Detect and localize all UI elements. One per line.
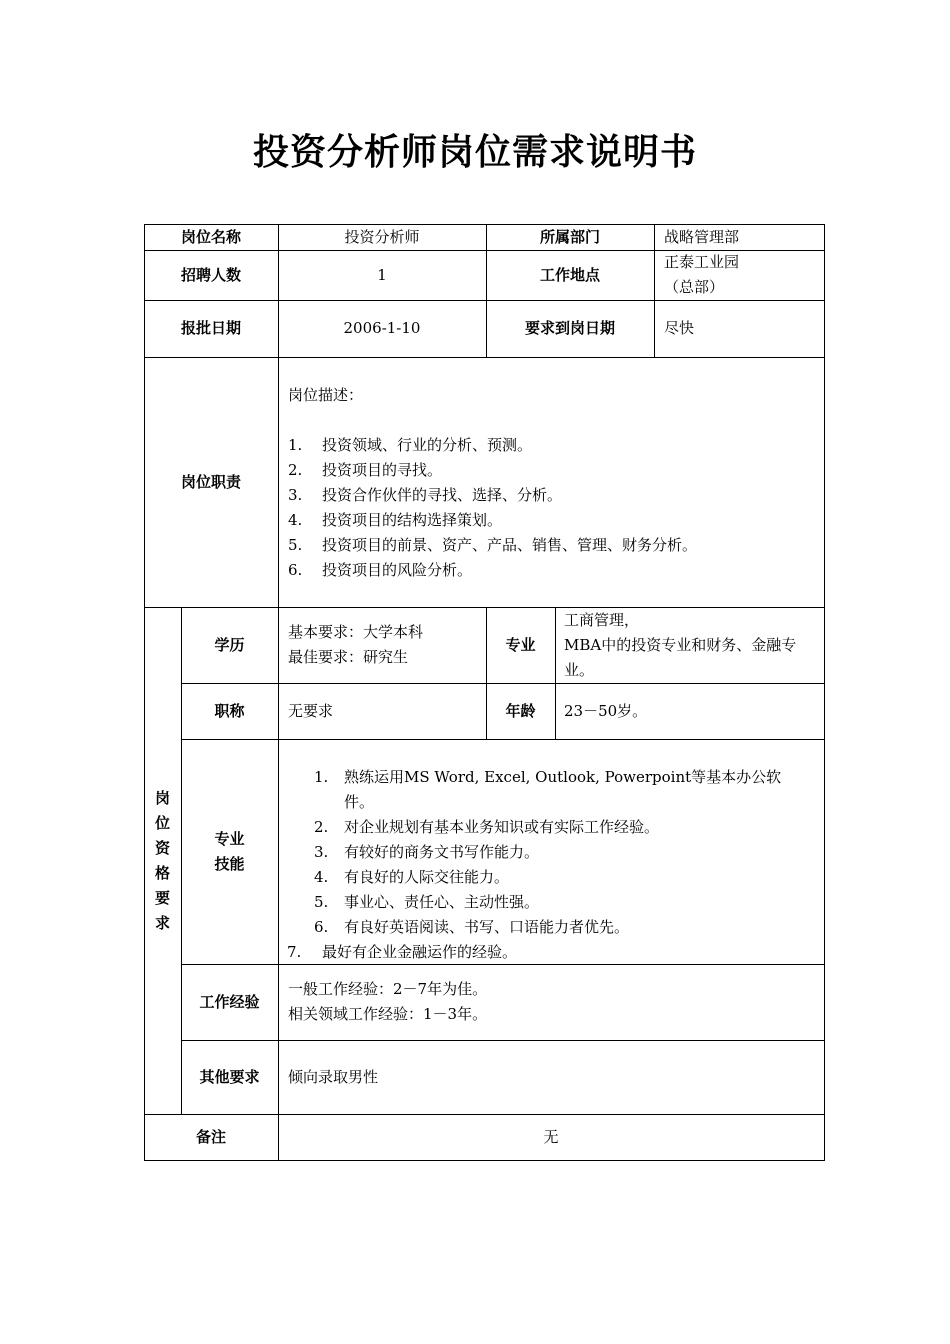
duties-content	[278, 357, 824, 607]
list-item	[278, 890, 824, 915]
education-line: 基本要求：大学本科	[288, 623, 424, 641]
list-number: 7.	[287, 943, 302, 961]
department-value: 战略管理部	[664, 227, 740, 246]
list-text: 投资项目的前景、资产、产品、销售、管理、财务分析。	[322, 536, 698, 554]
list-number: 3.	[288, 486, 303, 504]
list-text: 有较好的商务文书写作能力。	[344, 843, 540, 861]
work-location-label: 工作地点	[539, 265, 600, 284]
list-number: 2.	[314, 818, 329, 836]
qualifications-label	[144, 607, 181, 1114]
education-label: 学历	[214, 635, 245, 654]
education-value	[278, 607, 486, 683]
work-location-line: 正泰工业园	[664, 253, 740, 271]
major-line: MBA中的投资专业和财务、金融专	[564, 635, 797, 654]
list-item	[278, 840, 824, 865]
list-number: 5.	[288, 536, 303, 554]
position-name-value: 投资分析师	[344, 227, 420, 246]
other-requirements-label: 其他要求	[199, 1067, 260, 1086]
age-label: 年龄	[505, 701, 536, 720]
list-item	[278, 940, 824, 965]
duties-intro: 岗位描述：	[288, 386, 364, 404]
position-name-label: 岗位名称	[180, 227, 241, 246]
arrival-date-value: 尽快	[664, 319, 695, 337]
experience-line: 一般工作经验：2－7年为佳。	[288, 980, 488, 998]
approval-date-label: 报批日期	[180, 319, 241, 337]
list-text: 对企业规划有基本业务知识或有实际工作经验。	[344, 818, 660, 836]
arrival-date-label: 要求到岗日期	[524, 319, 615, 337]
approval-date-value: 2006-1-10	[343, 319, 421, 337]
label-char: 求	[154, 913, 170, 932]
list-text: 投资项目的风险分析。	[322, 561, 473, 579]
label-char: 位	[154, 813, 170, 832]
skills-label	[181, 739, 278, 964]
list-number: 6.	[314, 918, 329, 936]
work-location-line: （总部）	[664, 278, 725, 296]
list-item	[278, 915, 824, 940]
list-number: 5.	[314, 893, 329, 911]
remarks-label: 备注	[195, 1127, 226, 1146]
skills-label-line: 专业	[214, 829, 245, 848]
list-item	[288, 458, 824, 483]
experience-value	[278, 964, 824, 1040]
list-text-line: 熟练运用MS Word, Excel, Outlook, Powerpoint等基本办公软	[344, 768, 782, 786]
label-char: 资	[154, 838, 170, 857]
list-item	[288, 483, 824, 508]
list-number: 4.	[288, 511, 303, 529]
list-item	[288, 558, 824, 583]
major-line: 工商管理，	[564, 610, 640, 629]
education-line: 最佳要求：研究生	[288, 648, 409, 666]
remarks-value: 无	[543, 1127, 559, 1146]
label-char: 岗	[154, 788, 170, 807]
list-item	[288, 533, 824, 558]
list-number: 3.	[314, 843, 329, 861]
experience-line: 相关领域工作经验：1－3年。	[288, 1005, 488, 1023]
list-text: 事业心、责任心、主动性强。	[344, 893, 540, 911]
list-number: 1.	[288, 436, 303, 454]
department-label: 所属部门	[539, 227, 600, 246]
major-line: 业。	[564, 660, 595, 679]
list-item	[288, 433, 824, 458]
age-value: 23－50岁。	[564, 701, 648, 720]
list-text: 投资项目的寻找。	[322, 461, 443, 479]
list-number: 6.	[288, 561, 303, 579]
list-item	[278, 815, 824, 840]
skills-label-line: 技能	[214, 854, 245, 873]
list-item	[288, 508, 824, 533]
list-text: 最好有企业金融运作的经验。	[322, 943, 518, 961]
headcount-value: 1	[377, 265, 387, 284]
list-text: 有良好英语阅读、书写、口语能力者优先。	[344, 918, 630, 936]
list-item	[278, 865, 824, 890]
list-number: 1.	[314, 768, 329, 786]
major-value	[555, 607, 824, 683]
list-text: 有良好的人际交往能力。	[344, 868, 510, 886]
headcount-label: 招聘人数	[180, 265, 241, 284]
experience-label: 工作经验	[199, 992, 260, 1011]
list-item	[278, 765, 824, 815]
list-text-line: 件。	[344, 793, 375, 811]
job-title-label: 职称	[214, 701, 245, 720]
list-number: 4.	[314, 868, 329, 886]
page-title: 投资分析师岗位需求说明书	[252, 132, 697, 173]
skills-content	[278, 739, 824, 964]
major-label: 专业	[505, 635, 536, 654]
label-char: 格	[154, 863, 170, 882]
job-title-value: 无要求	[288, 701, 334, 720]
list-text: 投资领域、行业的分析、预测。	[322, 436, 533, 454]
list-number: 2.	[288, 461, 303, 479]
other-requirements-value: 倾向录取男性	[288, 1067, 379, 1086]
list-text	[344, 765, 818, 815]
list-text: 投资项目的结构选择策划。	[322, 511, 503, 529]
duties-label: 岗位职责	[180, 472, 241, 491]
label-char: 要	[154, 888, 170, 907]
work-location-value	[654, 250, 824, 300]
list-text: 投资合作伙伴的寻找、选择、分析。	[322, 486, 563, 504]
